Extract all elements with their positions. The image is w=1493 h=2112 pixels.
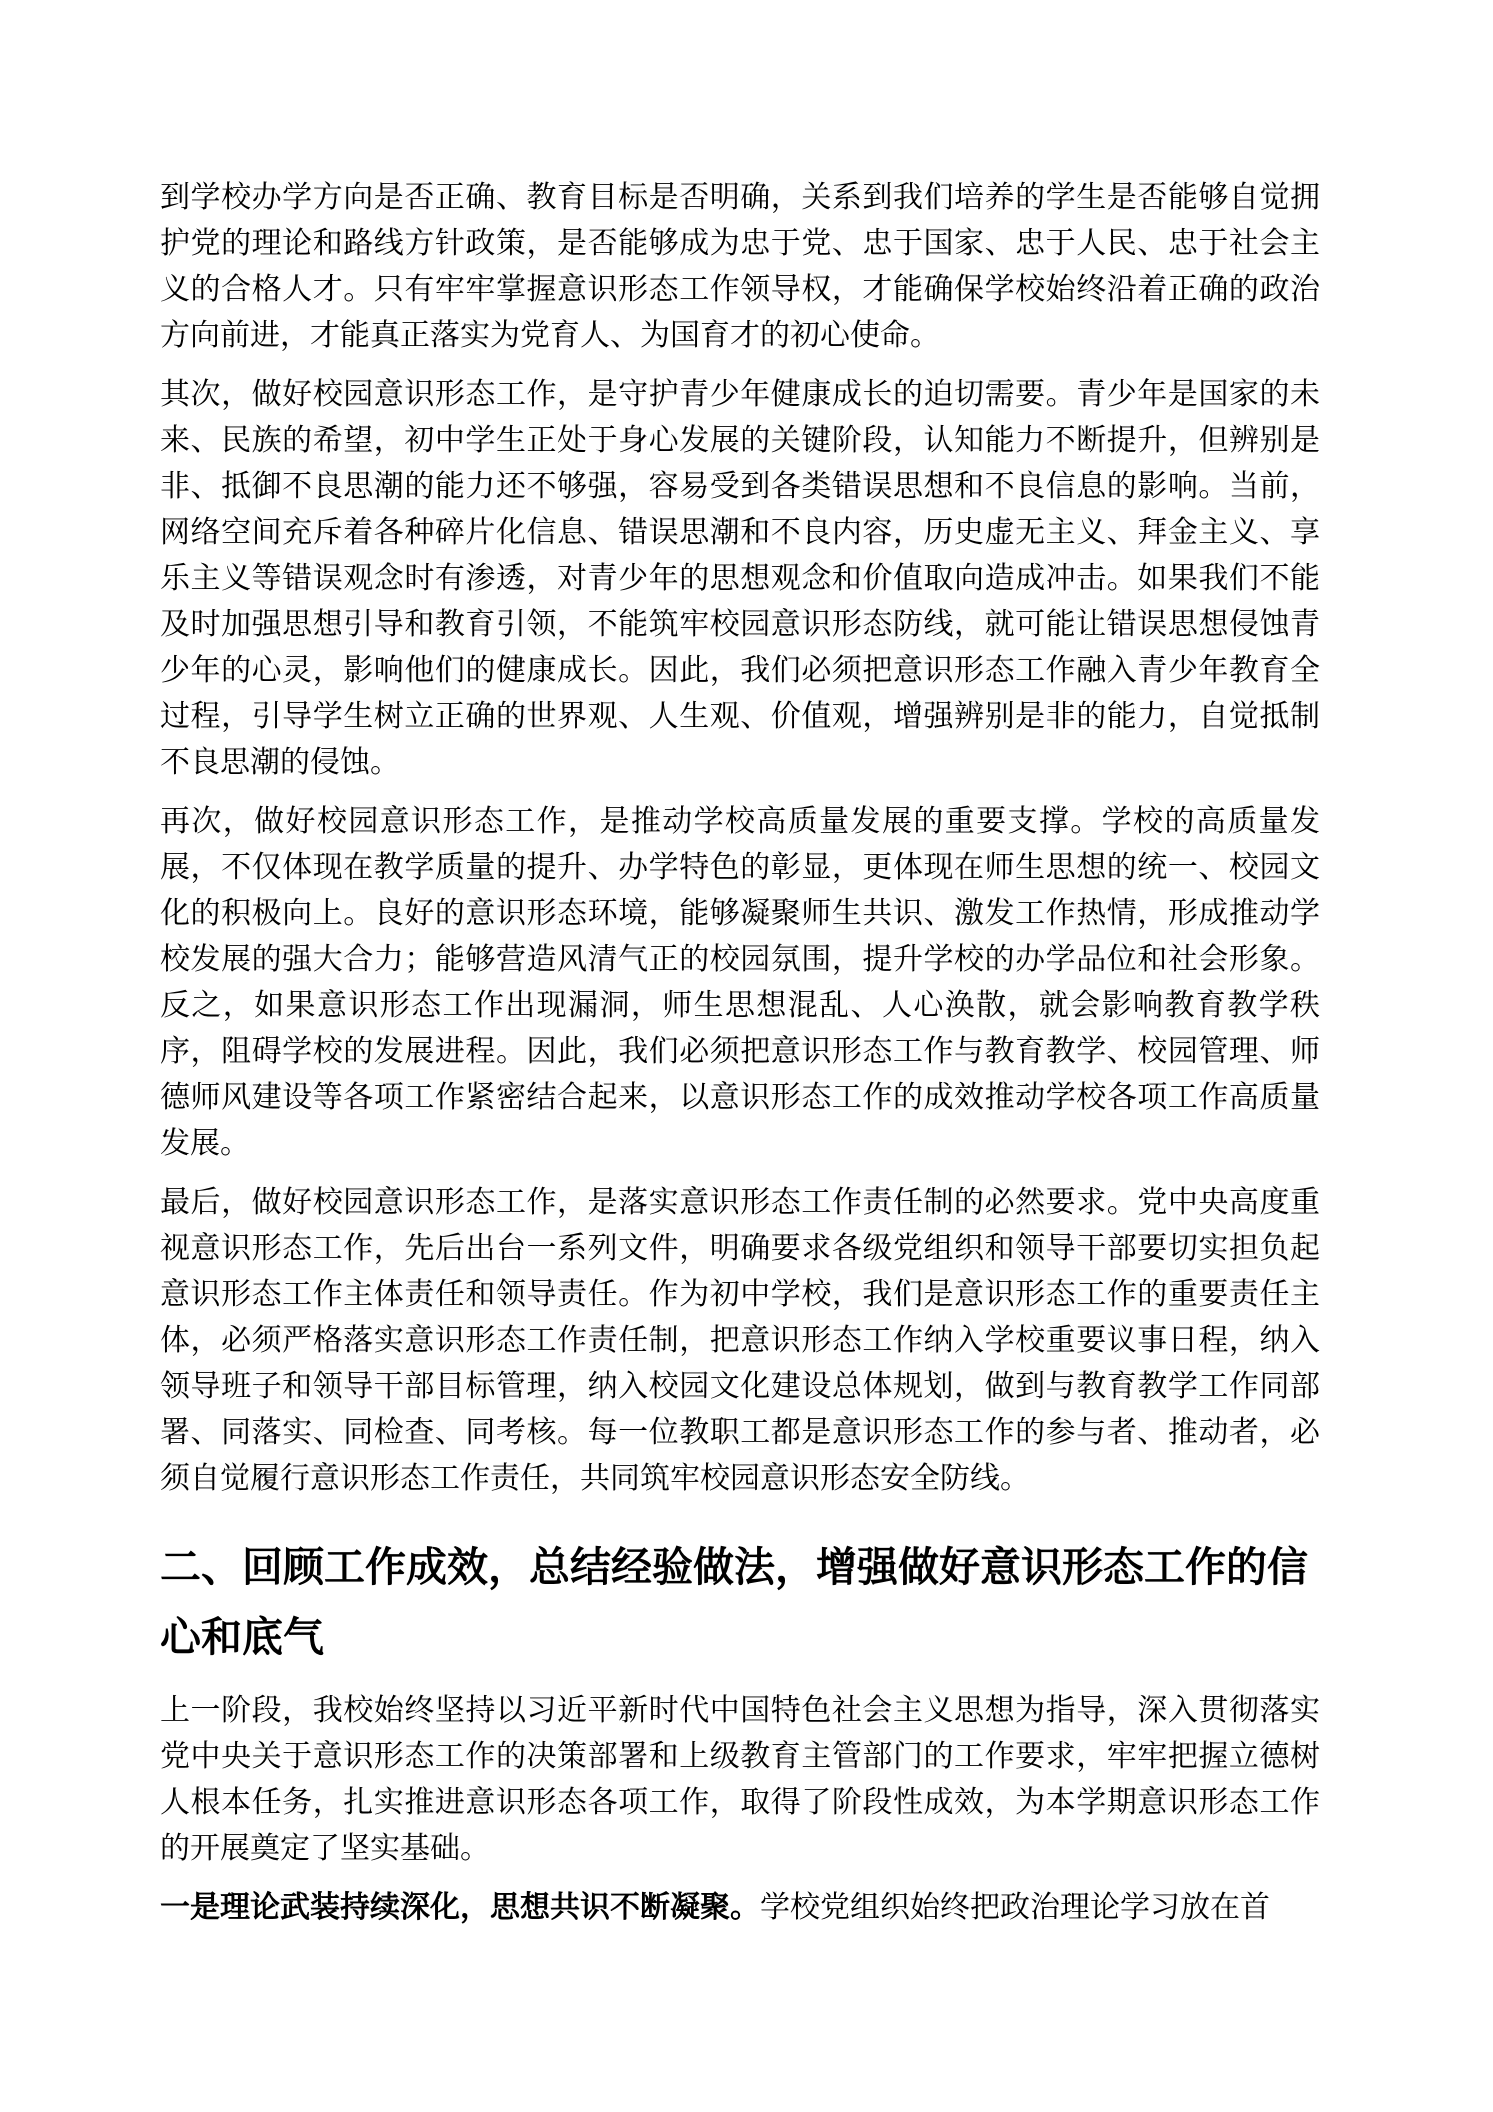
paragraph-third-reason: 再次，做好校园意识形态工作，是推动学校高质量发展的重要支撑。学校的高质量发展，不仅体现在教学质量的提升、办学特色的彰显，更体现在师生思想的统一、校园文化的积极向上。良好的意识形态环境，能够凝聚师生共识、激发工作热情，形成推动学校发展的强大合力；能够营造风清气正的校园氛围，提升学校的办学品位和社会形象。反之，如果意识形态工作出现漏洞，师生思想混乱、人心涣散，就会影响教育教学秩序，阻碍学校的发展进程。因此，我们必须把意识形态工作与教育教学、校园管理、师德师风建设等各项工作紧密结合起来，以意识形态工作的成效推动学校各项工作高质量发展。 (160, 805, 1320, 1160)
paragraph-second-reason: 其次，做好校园意识形态工作，是守护青少年健康成长的迫切需要。青少年是国家的未来、民族的希望，初中学生正处于身心发展的关键阶段，认知能力不断提升，但辨别是非、抵御不良思潮的能力还不够强，容易受到各类错误思想和不良信息的影响。当前，网络空间充斥着各种碎片化信息、错误思潮和不良内容，历史虚无主义、拜金主义、享乐主义等错误观念时有渗透，对青少年的思想观念和价值取向造成冲击。如果我们不能及时加强思想引导和教育引领，不能筑牢校园意识形态防线，就可能让错误思想侵蚀青少年的心灵，影响他们的健康成长。因此，我们必须把意识形态工作融入青少年教育全过程，引导学生树立正确的世界观、人生观、价值观，增强辨别是非的能力，自觉抵制不良思潮的侵蚀。 (160, 378, 1320, 779)
point-one-lead: 一是理论武装持续深化，思想共识不断凝聚。 (160, 1891, 760, 1924)
paragraph-final-reason: 最后，做好校园意识形态工作，是落实意识形态工作责任制的必然要求。党中央高度重视意识形态工作，先后出台一系列文件，明确要求各级党组织和领导干部要切实担负起意识形态工作主体责任和领导责任。作为初中学校，我们是意识形态工作的重要责任主体，必须严格落实意识形态工作责任制，把意识形态工作纳入学校重要议事日程，纳入领导班子和领导干部目标管理，纳入校园文化建设总体规划，做到与教育教学工作同部署、同落实、同检查、同考核。每一位教职工都是意识形态工作的参与者、推动者，必须自觉履行意识形态工作责任，共同筑牢校园意识形态安全防线。 (160, 1186, 1320, 1495)
point-one-text: 学校党组织始终把政治理论学习放在首 (760, 1891, 1270, 1924)
paragraph-continuation: 到学校办学方向是否正确、教育目标是否明确，关系到我们培养的学生是否能够自觉拥护党的理论和路线方针政策，是否能够成为忠于党、忠于国家、忠于人民、忠于社会主义的合格人才。只有牢牢掌握意识形态工作领导权，才能确保学校始终沿着正确的政治方向前进，才能真正落实为党育人、为国育才的初心使命。 (160, 181, 1320, 352)
paragraph-section-intro: 上一阶段，我校始终坚持以习近平新时代中国特色社会主义思想为指导，深入贯彻落实党中央关于意识形态工作的决策部署和上级教育主管部门的工作要求，牢牢把握立德树人根本任务，扎实推进意识形态各项工作，取得了阶段性成效，为本学期意识形态工作的开展奠定了坚实基础。 (160, 1694, 1320, 1865)
paragraph-point-one (160, 1885, 1320, 1931)
section-heading: 二、回顾工作成效，总结经验做法，增强做好意识形态工作的信心和底气 (160, 1544, 1308, 1660)
